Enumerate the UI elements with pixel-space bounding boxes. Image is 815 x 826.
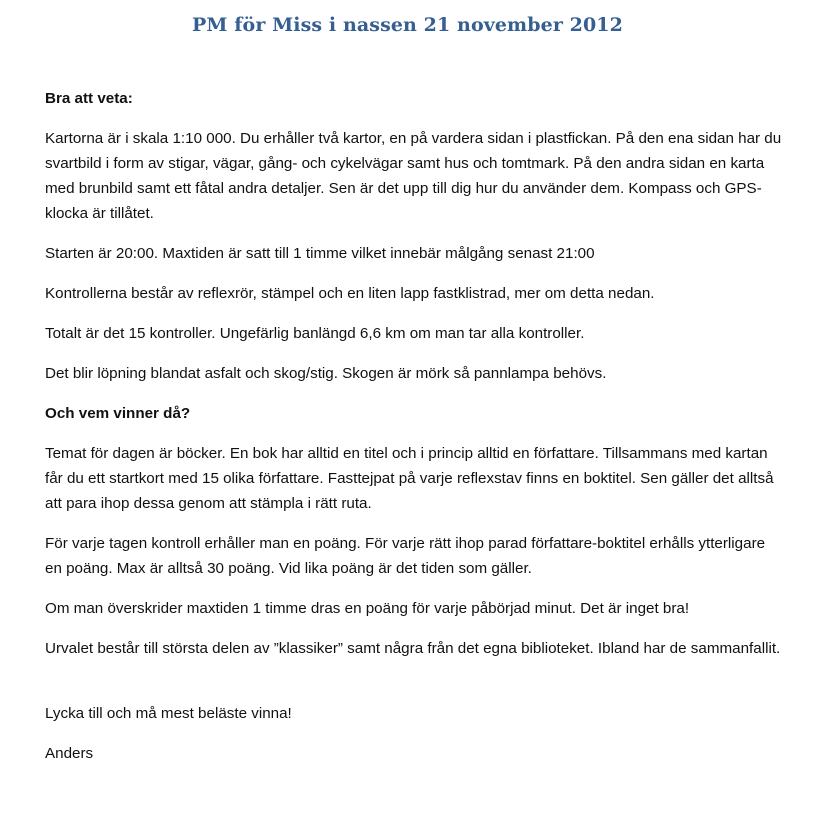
- paragraph-selection: Urvalet består till största delen av ”klassiker” samt några från det egna biblioteket. Ibland har de sammanfallit.: [45, 640, 781, 657]
- paragraph-scoring: För varje tagen kontroll erhåller man en poäng. För varje rätt ihop parad författare-boktitel erhålls ytterligare en poäng. Max är alltså 30 poäng. Vid lika poäng är det tiden som gäller.: [45, 535, 766, 577]
- section-heading-who-wins: Och vem vinner då?: [45, 405, 191, 422]
- paragraph-start-time: Starten är 20:00. Maxtiden är satt till 1 timme vilket innebär målgång senast 21:00: [45, 245, 595, 262]
- paragraph-maps: Kartorna är i skala 1:10 000. Du erhåller två kartor, en på vardera sidan i plastfickan. På den ena sidan har du svartbild i form av stigar, vägar, gång- och cykelvägar samt hus och tomtmark. På den andra sidan en karta med brunbild samt ett fåtal andra detaljer. Sen är det upp till dig hur du använder dem. Kompass och GPS-klocka är tillåtet.: [45, 130, 782, 222]
- signature: Anders: [45, 745, 94, 762]
- paragraph-penalty: Om man överskrider maxtiden 1 timme dras en poäng för varje påbörjad minut. Det är inget bra!: [45, 600, 690, 617]
- document-body: [45, 86, 785, 781]
- document-title: PM för Miss i nassen 21 november 2012: [192, 14, 623, 36]
- paragraph-terrain: Det blir löpning blandat asfalt och skog/stig. Skogen är mörk så pannlampa behövs.: [45, 365, 607, 382]
- paragraph-course-length: Totalt är det 15 kontroller. Ungefärlig banlängd 6,6 km om man tar alla kontroller.: [45, 325, 585, 342]
- closing-line: Lycka till och må mest beläste vinna!: [45, 705, 292, 722]
- paragraph-controls: Kontrollerna består av reflexrör, stämpel och en liten lapp fastklistrad, mer om detta nedan.: [45, 285, 655, 302]
- section-heading-good-to-know: Bra att veta:: [45, 90, 133, 107]
- paragraph-theme: Temat för dagen är böcker. En bok har alltid en titel och i princip alltid en författare. Tillsammans med kartan får du ett startkort med 15 olika författare. Fasttejpat på varje reflexstav finns en boktitel. Sen gäller det alltså att para ihop dessa genom att stämpla i rätt ruta.: [45, 445, 774, 512]
